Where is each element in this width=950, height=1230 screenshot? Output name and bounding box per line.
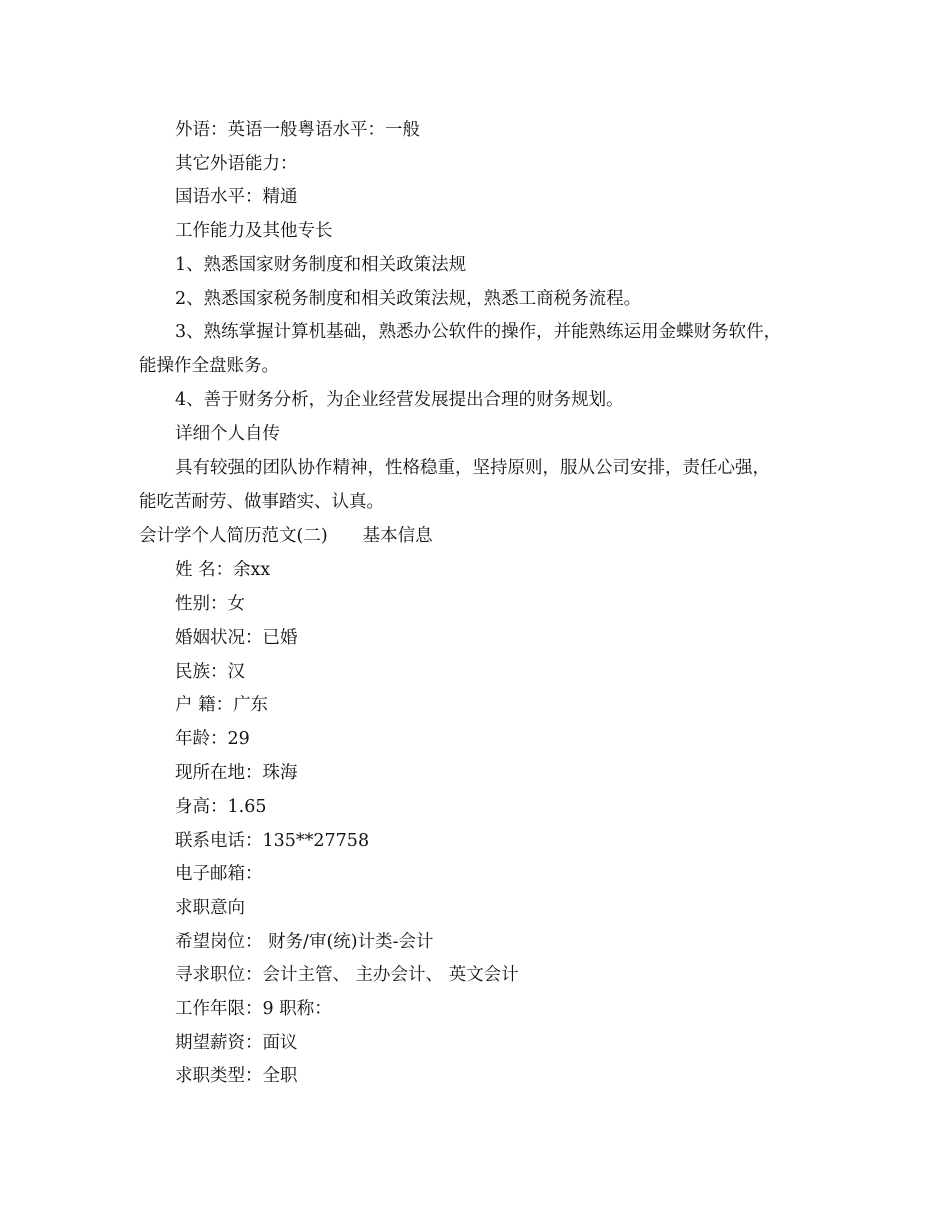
section-title: 会计学个人简历范文(二) 基本信息 [139, 526, 433, 546]
salary-line: 期望薪资：面议 [175, 1033, 298, 1053]
age-line: 年龄：29 [175, 729, 250, 749]
mandarin-line: 国语水平：精通 [175, 187, 298, 207]
location-line: 现所在地：珠海 [175, 763, 298, 783]
bio-text-cont: 能吃苦耐劳、做事踏实、认真。 [139, 492, 384, 512]
skill-item-4: 4、善于财务分析，为企业经营发展提出合理的财务规划。 [175, 390, 624, 410]
bio-heading: 详细个人自传 [175, 424, 280, 444]
desired-position-line: 希望岗位： 财务/审(统)计类-会计 [175, 932, 434, 952]
bio-text: 具有较强的团队协作精神，性格稳重，坚持原则，服从公司安排，责任心强， [175, 458, 770, 478]
marital-line: 婚姻状况：已婚 [175, 628, 298, 648]
skill-item-1: 1、熟悉国家财务制度和相关政策法规 [175, 255, 467, 275]
name-line: 姓 名：余xx [175, 560, 271, 580]
email-line: 电子邮箱： [175, 864, 263, 884]
gender-line: 性别：女 [175, 594, 245, 614]
skill-item-2: 2、熟悉国家税务制度和相关政策法规，熟悉工商税务流程。 [175, 289, 642, 309]
other-language-line: 其它外语能力： [175, 154, 298, 174]
skill-item-3-cont: 能操作全盘账务。 [139, 356, 279, 376]
experience-line: 工作年限：9 职称： [175, 999, 332, 1019]
height-line: 身高：1.65 [175, 797, 267, 817]
seeking-position-line: 寻求职位：会计主管、 主办会计、 英文会计 [175, 965, 519, 985]
language-line: 外语：英语一般粤语水平：一般 [175, 120, 420, 140]
phone-line: 联系电话：135**27758 [175, 831, 370, 851]
skill-item-3: 3、熟练掌握计算机基础，熟悉办公软件的操作，并能熟练运用金蝶财务软件， [175, 322, 782, 342]
job-intent-heading: 求职意向 [175, 898, 245, 918]
hukou-line: 户 籍：广东 [175, 695, 269, 715]
job-type-line: 求职类型：全职 [175, 1066, 298, 1086]
ethnicity-line: 民族：汉 [175, 662, 245, 682]
skills-heading: 工作能力及其他专长 [175, 221, 333, 241]
